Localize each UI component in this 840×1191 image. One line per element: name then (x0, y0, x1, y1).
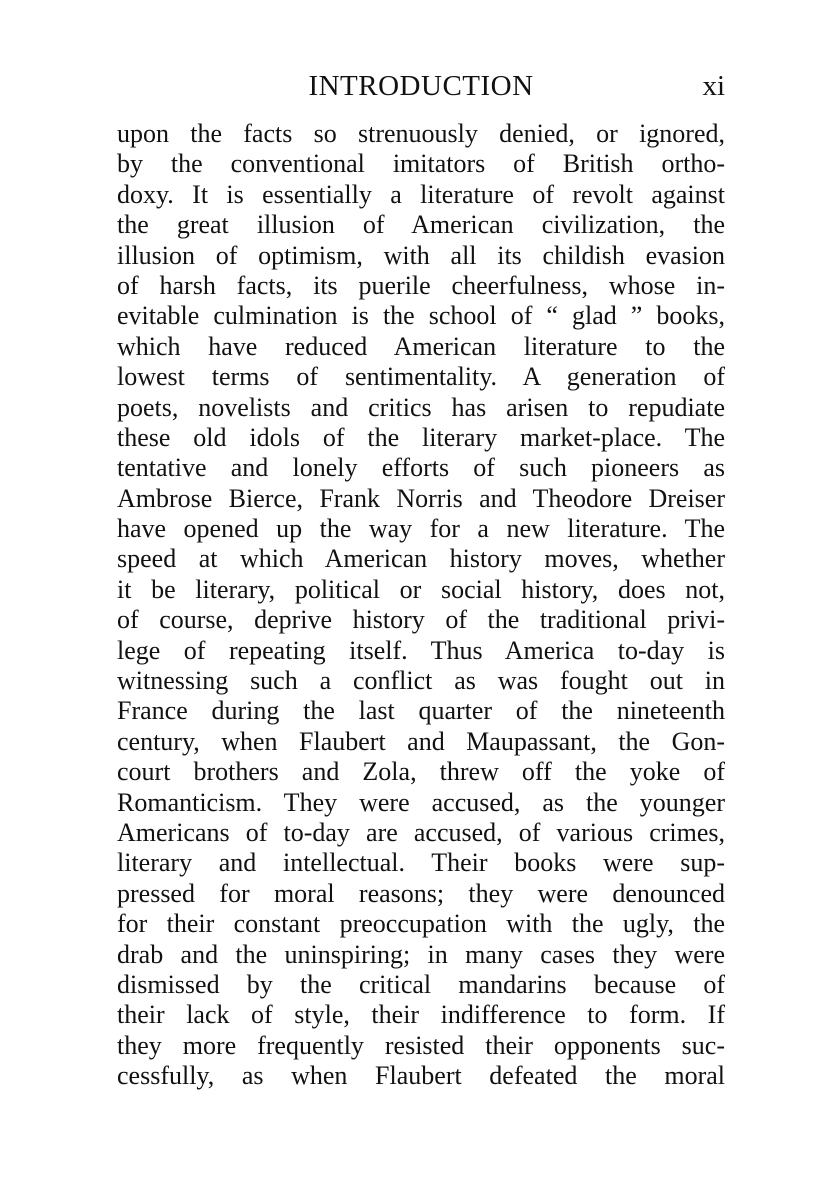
text-line: the great illusion of American civilization, the (117, 210, 725, 240)
text-line: Americans of to-day are accused, of various crimes, (117, 817, 725, 847)
text-line: drab and the uninspiring; in many cases they were (117, 939, 725, 969)
body-paragraph (117, 119, 725, 1092)
text-line: by the conventional imitators of British ortho- (117, 149, 725, 179)
text-line: literary and intellectual. Their books were sup- (117, 848, 725, 878)
text-line: pressed for moral reasons; they were denounced (117, 878, 725, 908)
text-line: witnessing such a conflict as was fought out in (117, 666, 725, 696)
text-line: these old idols of the literary market-place. The (117, 422, 725, 452)
text-line: upon the facts so strenuously denied, or ignored, (117, 119, 725, 148)
text-line: Romanticism. They were accused, as the younger (117, 787, 725, 817)
text-line: of harsh facts, its puerile cheerfulness, whose in- (117, 270, 725, 300)
text-line: which have reduced American literature to the (117, 331, 725, 361)
running-head (117, 66, 725, 106)
text-line: lowest terms of sentimentality. A generation of (117, 362, 725, 392)
text-line: poets, novelists and critics has arisen to repudiate (117, 392, 725, 422)
text-line: they more frequently resisted their opponents suc- (117, 1030, 725, 1060)
text-line: evitable culmination is the school of “ glad ” books, (117, 301, 725, 331)
text-line: for their constant preoccupation with the ugly, the (117, 909, 725, 939)
text-line: it be literary, political or social history, does not, (117, 574, 725, 604)
text-line: dismissed by the critical mandarins because of (117, 969, 725, 999)
text-line: court brothers and Zola, threw off the yoke of (117, 757, 725, 787)
text-line: lege of repeating itself. Thus America to-day is (117, 635, 725, 665)
text-line: speed at which American history moves, whether (117, 544, 725, 574)
text-line: their lack of style, their indifference to form. If (117, 1000, 725, 1030)
text-line: have opened up the way for a new literature. The (117, 514, 725, 544)
text-line: France during the last quarter of the nineteenth (117, 696, 725, 726)
text-line: cessfully, as when Flaubert defeated the moral (117, 1061, 725, 1091)
page-number: xi (702, 70, 725, 102)
running-title: INTRODUCTION (308, 70, 534, 102)
text-line: Ambrose Bierce, Frank Norris and Theodore Dreiser (117, 483, 725, 513)
text-line: doxy. It is essentially a literature of revolt against (117, 179, 725, 209)
text-line: century, when Flaubert and Maupassant, the Gon- (117, 726, 725, 756)
text-line: illusion of optimism, with all its childish evasion (117, 240, 725, 270)
text-line: tentative and lonely efforts of such pioneers as (117, 453, 725, 483)
text-line: of course, deprive history of the traditional privi- (117, 605, 725, 635)
